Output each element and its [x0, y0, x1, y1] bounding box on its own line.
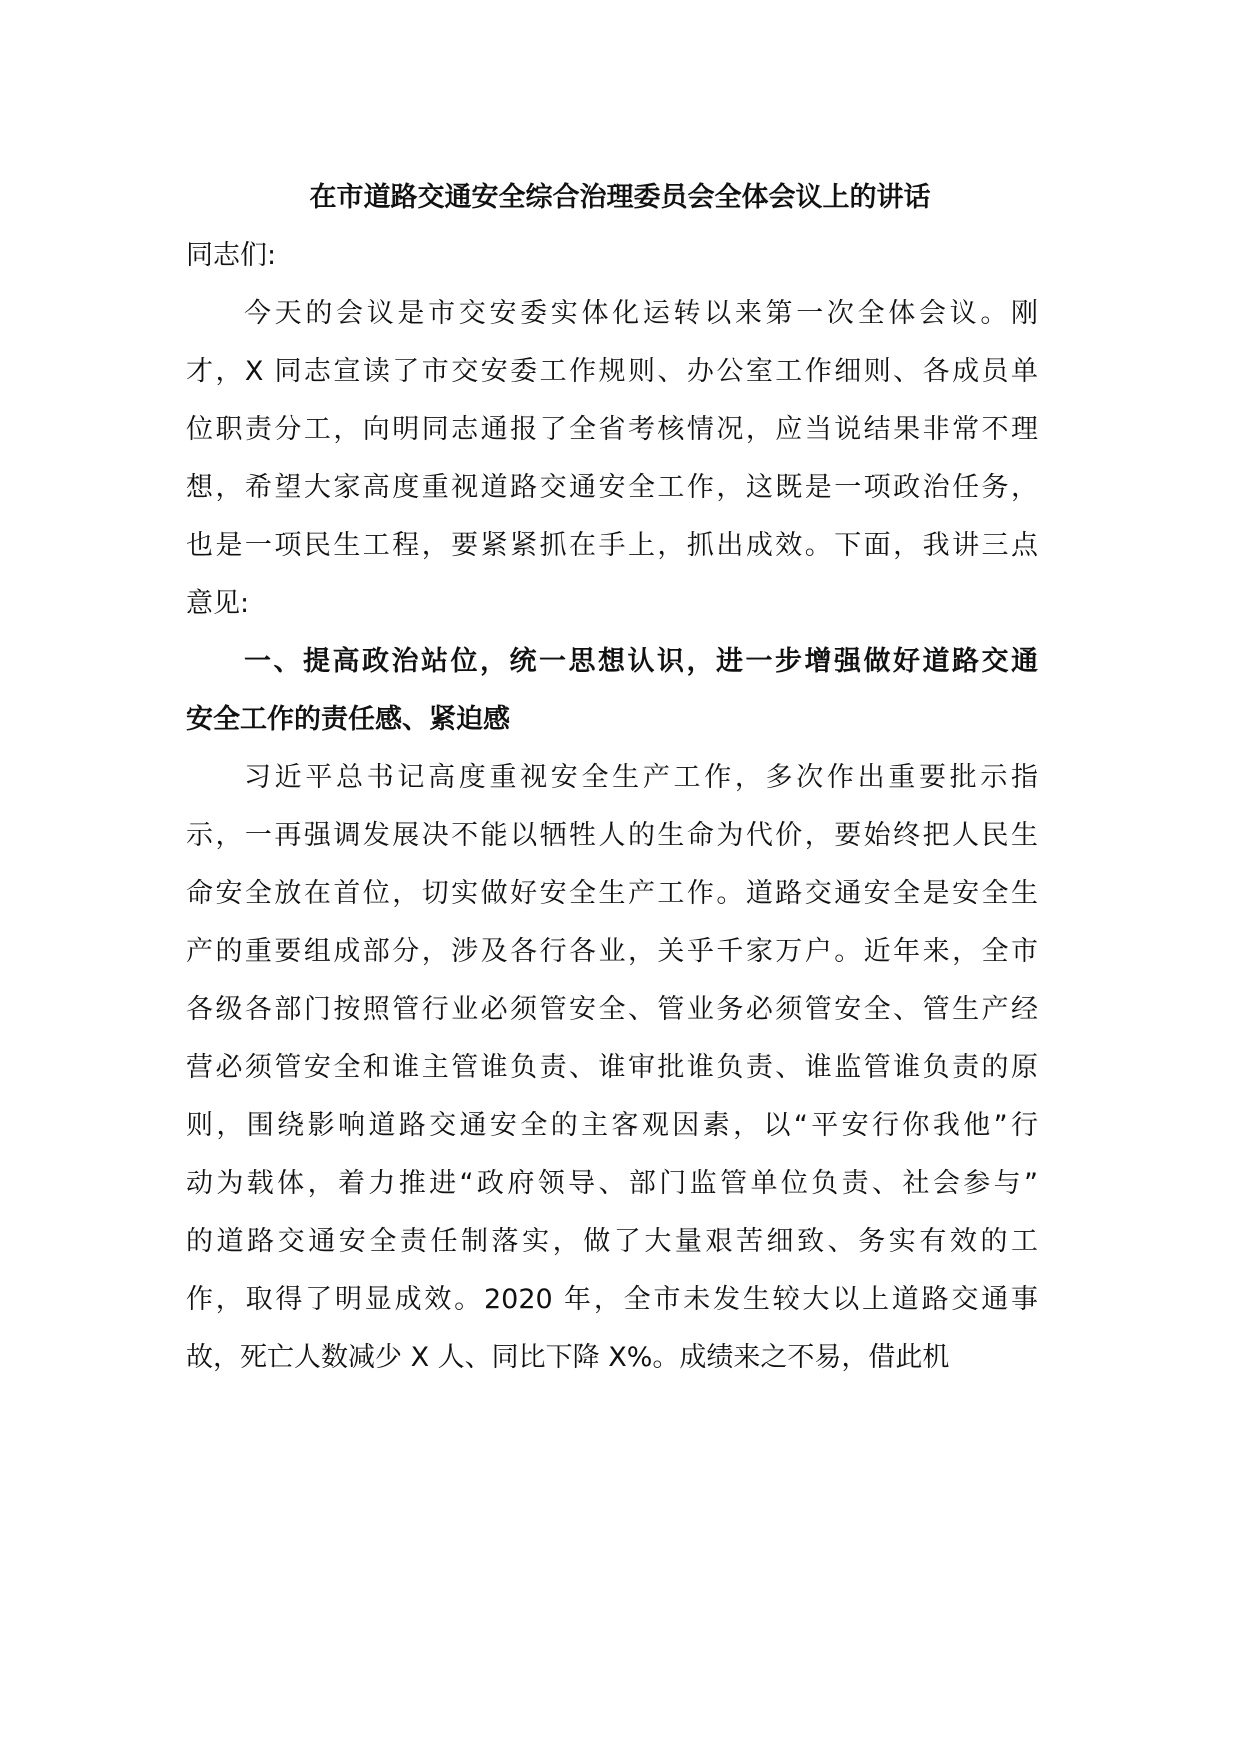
paragraph-line: 故，死亡人数减少 X 人、同比下降 X%。成绩来之不易，借此机: [186, 1342, 950, 1373]
paragraph-line: 产的重要组成部分，涉及各行各业，关乎千家万户。近年来，全市: [186, 936, 1038, 967]
paragraph-line: 各级各部门按照管行业必须管安全、管业务必须管安全、管生产经: [186, 994, 1038, 1025]
paragraph-line: 也是一项民生工程，要紧紧抓在手上，抓出成效。下面，我讲三点: [186, 530, 1038, 561]
paragraph-line: 今天的会议是市交安委实体化运转以来第一次全体会议。刚: [244, 298, 1038, 329]
paragraph-line: 的道路交通安全责任制落实，做了大量艰苦细致、务实有效的工: [186, 1226, 1038, 1257]
paragraph-line: 才，X 同志宣读了市交安委工作规则、办公室工作细则、各成员单: [186, 356, 1038, 387]
paragraph-line: 想，希望大家高度重视道路交通安全工作，这既是一项政治任务，: [186, 472, 1038, 503]
paragraph-line: 营必须管安全和谁主管谁负责、谁审批谁负责、谁监管谁负责的原: [186, 1052, 1038, 1083]
section-heading-line: 安全工作的责任感、紧迫感: [186, 704, 510, 735]
paragraph-line: 命安全放在首位，切实做好安全生产工作。道路交通安全是安全生: [186, 878, 1038, 909]
paragraph-line: 则，围绕影响道路交通安全的主客观因素，以“平安行你我他”行: [186, 1110, 1038, 1141]
paragraph-line: 位职责分工，向明同志通报了全省考核情况，应当说结果非常不理: [186, 414, 1038, 445]
section-heading-line: 一、提高政治站位，统一思想认识，进一步增强做好道路交通: [244, 646, 1038, 677]
paragraph-line: 动为载体，着力推进“政府领导、部门监管单位负责、社会参与”: [186, 1168, 1038, 1199]
paragraph-line: 作，取得了明显成效。2020 年，全市未发生较大以上道路交通事: [186, 1284, 1038, 1315]
salutation: 同志们:: [186, 240, 277, 271]
paragraph-line: 示，一再强调发展决不能以牺牲人的生命为代价，要始终把人民生: [186, 820, 1038, 851]
paragraph-line: 意见:: [186, 588, 250, 619]
paragraph-line: 习近平总书记高度重视安全生产工作，多次作出重要批示指: [244, 762, 1038, 793]
page-title: 在市道路交通安全综合治理委员会全体会议上的讲话: [309, 182, 931, 213]
